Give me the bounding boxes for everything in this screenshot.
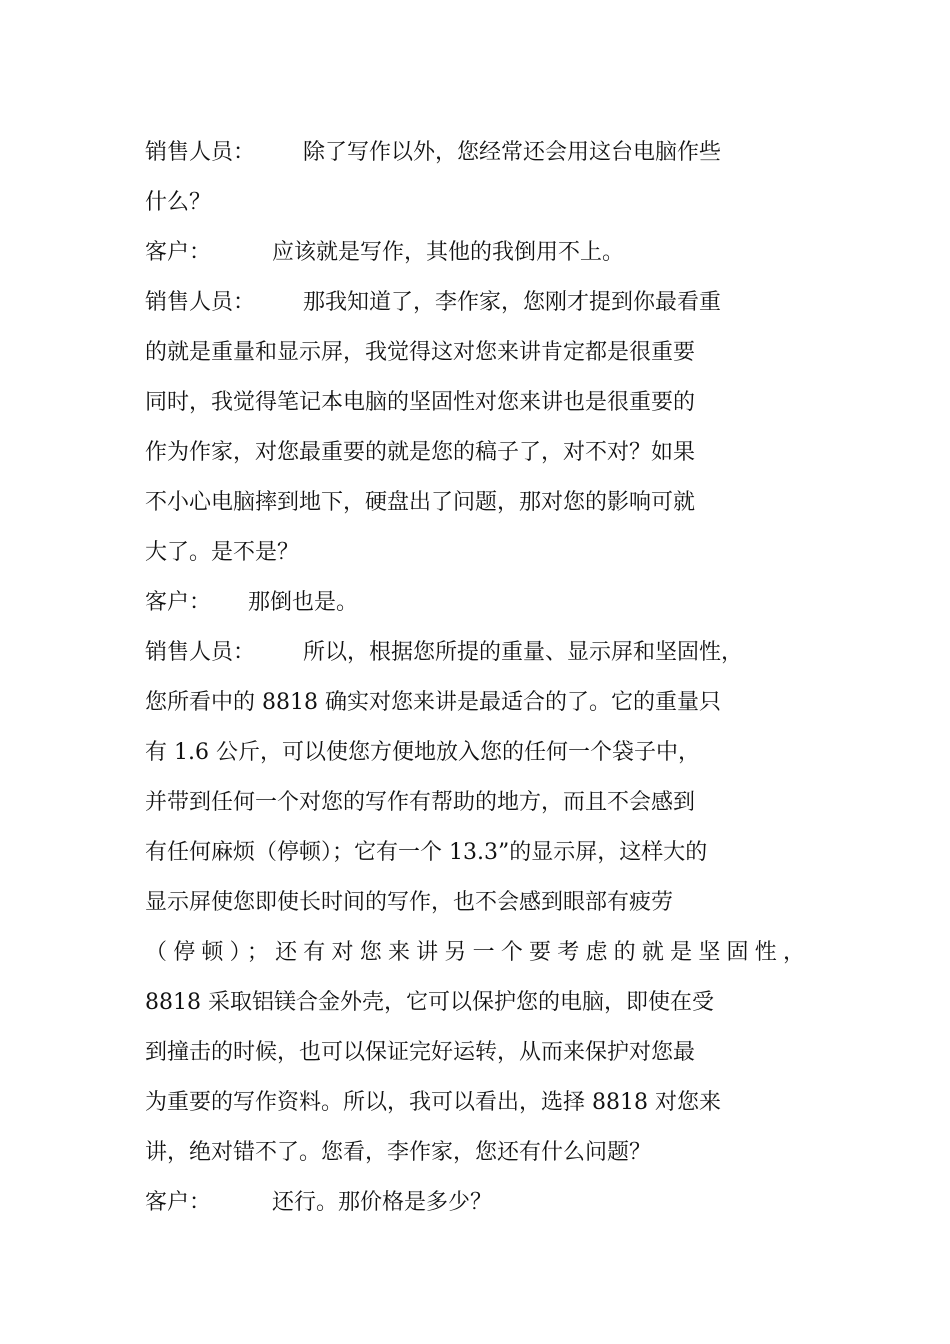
line-16 (145, 878, 805, 928)
line-8 (145, 478, 805, 528)
line-5 (145, 328, 805, 378)
speaker-label: 销售人员： (145, 140, 256, 165)
dialogue-text: 大了。是不是？ (145, 540, 300, 565)
line-3 (145, 228, 805, 278)
dialogue-text: 同时，我觉得笔记本电脑的坚固性对您来讲也是很重要的 (145, 390, 696, 415)
speaker-label: 销售人员： (145, 290, 256, 315)
dialogue-text: 8818 采取铝镁合金外壳，它可以保护您的电脑，即使在受 (145, 990, 714, 1015)
dialogue-text: 还行。那价格是多少？ (272, 1190, 493, 1215)
line-4 (145, 278, 805, 328)
line-21 (145, 1128, 805, 1178)
speaker-label: 客户： (145, 240, 212, 265)
dialogue-text: 讲，绝对错不了。您看，李作家，您还有什么问题？ (145, 1140, 652, 1165)
line-9 (145, 528, 805, 578)
line-22 (145, 1178, 805, 1228)
line-12 (145, 678, 805, 728)
dialogue-text: 不小心电脑摔到地下，硬盘出了问题，那对您的影响可就 (145, 490, 696, 515)
dialogue-text: 除了写作以外，您经常还会用这台电脑作些 (303, 140, 722, 165)
line-1 (145, 128, 805, 178)
dialogue-text: 有 1.6 公斤，可以使您方便地放入您的任何一个袋子中， (145, 740, 700, 765)
dialogue-text: 并带到任何一个对您的写作有帮助的地方，而且不会感到 (145, 790, 696, 815)
dialogue-text: 那我知道了，李作家，您刚才提到你最看重 (303, 290, 722, 315)
line-6 (145, 378, 805, 428)
line-10 (145, 578, 805, 628)
line-20 (145, 1078, 805, 1128)
dialogue-text: 作为作家，对您最重要的就是您的稿子了，对不对？如果 (145, 440, 696, 465)
dialogue-text: 那倒也是。 (248, 590, 359, 615)
dialogue-text: 的就是重量和显示屏，我觉得这对您来讲肯定都是很重要 (145, 340, 696, 365)
dialogue-text: （停顿）；还有对您来讲另一个要考虑的就是坚固性， (145, 940, 805, 965)
line-18 (145, 978, 805, 1028)
dialogue-text: 应该就是写作，其他的我倒用不上。 (272, 240, 625, 265)
dialogue-text: 您所看中的 8818 确实对您来讲是最适合的了。它的重量只 (145, 690, 721, 715)
line-17 (145, 928, 805, 978)
dialogue-text: 所以，根据您所提的重量、显示屏和坚固性， (303, 640, 744, 665)
speaker-label: 销售人员： (145, 640, 256, 665)
dialogue-text: 有任何麻烦（停顿）；它有一个 13.3”的显示屏，这样大的 (145, 840, 708, 865)
speaker-label: 客户： (145, 1190, 212, 1215)
line-15 (145, 828, 805, 878)
line-11 (145, 628, 805, 678)
line-2 (145, 178, 805, 228)
line-13 (145, 728, 805, 778)
line-7 (145, 428, 805, 478)
document-page (145, 128, 805, 1228)
dialogue-text: 为重要的写作资料。所以，我可以看出，选择 8818 对您来 (145, 1090, 721, 1115)
line-19 (145, 1028, 805, 1078)
line-14 (145, 778, 805, 828)
speaker-label: 客户： (145, 590, 212, 615)
dialogue-text: 什么？ (145, 190, 212, 215)
dialogue-text: 到撞击的时候，也可以保证完好运转，从而来保护对您最 (145, 1040, 696, 1065)
dialogue-text: 显示屏使您即使长时间的写作，也不会感到眼部有疲劳 (145, 890, 674, 915)
